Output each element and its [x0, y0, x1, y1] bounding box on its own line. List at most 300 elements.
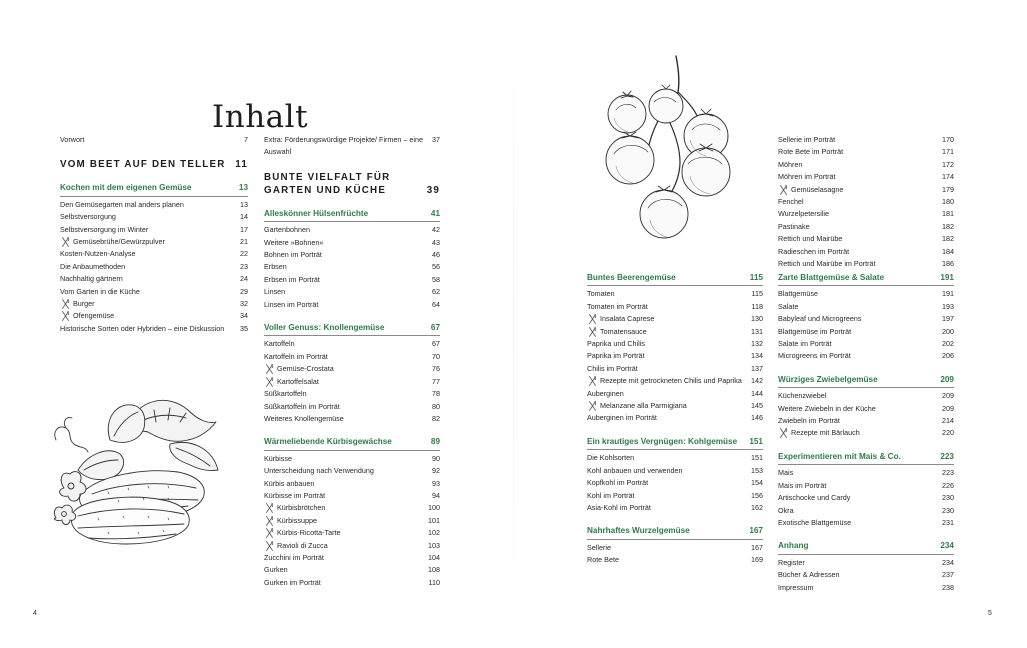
toc-entry-page: 137 [751, 363, 763, 373]
toc-entry-title: Gemüse-Crostata [277, 364, 334, 374]
toc-entry-title: Gartenbohnen [264, 225, 310, 235]
toc-entry[interactable] [60, 199, 248, 211]
toc-entry[interactable] [778, 338, 954, 350]
toc-entry[interactable] [60, 261, 248, 273]
toc-entry-page: 230 [942, 493, 954, 503]
toc-entry[interactable] [264, 261, 440, 273]
toc-entry-page: 37 [432, 135, 440, 144]
toc-entry[interactable] [264, 299, 440, 311]
toc-entry-page: 214 [942, 416, 954, 426]
toc-entry-page: 153 [751, 465, 763, 475]
knife-fork-icon [265, 503, 274, 513]
toc-entry-title: Rettich und Mairübe [778, 234, 843, 244]
toc-entry[interactable] [778, 326, 954, 338]
toc-entry-page: 78 [432, 389, 440, 399]
toc-entry-page: 231 [942, 517, 954, 527]
toc-entry[interactable] [264, 564, 440, 576]
toc-entry[interactable] [264, 453, 440, 465]
toc-recipe-entry[interactable] [264, 502, 440, 514]
toc-entry-title: Register [778, 557, 805, 567]
toc-entry[interactable] [778, 258, 954, 270]
toc-entry-page: 76 [432, 364, 440, 374]
toc-entry-page: 22 [240, 249, 248, 259]
toc-entry-page: 67 [432, 339, 440, 349]
toc-entry-page: 82 [432, 413, 440, 423]
toc-entry-page: 170 [942, 135, 954, 144]
toc-entry-title: Kohl anbauen und verwenden [587, 465, 683, 475]
toc-entry-title: Weitere Zwiebeln in der Küche [778, 403, 876, 413]
toc-entry-title: Wurzelpetersilie [778, 209, 829, 219]
toc-column-2 [264, 134, 440, 589]
toc-entry-page: 206 [942, 351, 954, 361]
toc-entry[interactable] [778, 196, 954, 208]
toc-recipe-entry[interactable] [587, 375, 763, 387]
toc-entry-page: 23 [240, 261, 248, 271]
toc-entry-title: Salate [778, 301, 799, 311]
knife-fork-icon [588, 314, 597, 324]
toc-entry[interactable] [264, 134, 440, 159]
toc-entry[interactable] [60, 273, 248, 285]
toc-entry-page: 171 [942, 147, 954, 157]
toc-entry[interactable] [264, 490, 440, 502]
toc-entry[interactable] [587, 554, 763, 566]
toc-entry-page: 151 [749, 436, 763, 446]
toc-entry[interactable] [264, 237, 440, 249]
knife-fork-icon [779, 428, 788, 438]
toc-entry-page: 169 [751, 555, 763, 565]
knife-fork-icon [265, 528, 274, 538]
toc-section-heading[interactable] [264, 208, 440, 222]
toc-entry-title: Linsen [264, 287, 286, 297]
toc-entry[interactable] [264, 249, 440, 261]
toc-entry-page: 223 [942, 468, 954, 478]
knife-fork-icon [588, 376, 597, 386]
toc-entry-page: 156 [751, 490, 763, 500]
toc-entry-page: 151 [751, 453, 763, 463]
toc-section-heading[interactable] [778, 272, 954, 286]
toc-entry-title: Bohnen im Porträt [264, 250, 322, 260]
toc-entry[interactable] [778, 582, 954, 594]
toc-entry-page: 167 [751, 542, 763, 552]
toc-entry-title: Zucchini im Porträt [264, 552, 324, 562]
toc-entry-title: Pastinake [778, 221, 810, 231]
toc-entry-title: Bücher & Adressen [778, 570, 840, 580]
toc-recipe-entry[interactable] [60, 298, 248, 310]
toc-recipe-entry[interactable] [778, 427, 954, 439]
toc-entry-title: Zarte Blattgemüse & Salate [778, 273, 885, 282]
toc-entry[interactable] [264, 577, 440, 589]
toc-entry[interactable] [60, 323, 248, 335]
toc-entry-page: 186 [942, 259, 954, 269]
toc-entry-page: 41 [430, 208, 440, 218]
toc-entry-page: 202 [942, 339, 954, 349]
toc-recipe-entry[interactable] [264, 527, 440, 539]
toc-entry[interactable] [60, 248, 248, 260]
toc-entry-page: 13 [240, 199, 248, 209]
toc-entry-title: Auberginen [587, 388, 624, 398]
toc-entry-title: Rezepte mit getrockneten Chilis und Paprika [600, 376, 742, 386]
toc-entry-page: 193 [942, 301, 954, 311]
toc-entry[interactable] [778, 415, 954, 427]
tomato-vine-illustration [594, 52, 769, 248]
toc-entry[interactable] [60, 211, 248, 223]
toc-part-heading[interactable] [264, 171, 440, 197]
toc-entry[interactable] [587, 301, 763, 313]
toc-recipe-entry[interactable] [60, 236, 248, 248]
knife-fork-icon [265, 516, 274, 526]
toc-entry-title: Kartoffelsalat [277, 376, 319, 386]
toc-entry-page: 62 [432, 287, 440, 297]
toc-entry-page: 220 [942, 428, 954, 438]
toc-entry-page: 35 [240, 323, 248, 333]
toc-recipe-entry[interactable] [587, 400, 763, 412]
toc-entry-page: 230 [942, 505, 954, 515]
toc-entry[interactable] [778, 159, 954, 171]
toc-entry[interactable] [264, 413, 440, 425]
knife-fork-icon [61, 237, 70, 247]
toc-entry-title: Gurken [264, 565, 288, 575]
toc-entry-title: Experimentieren mit Mais & Co. [778, 451, 901, 461]
toc-entry-title: Ravioli di Zucca [277, 540, 328, 550]
toc-entry-page: 13 [238, 183, 248, 193]
toc-entry-title: Radieschen im Porträt [778, 246, 850, 256]
toc-entry-title: Möhren im Porträt [778, 172, 836, 182]
toc-entry-title: Insalata Caprese [600, 314, 655, 324]
toc-entry-title: Anhang [778, 541, 809, 551]
toc-entry[interactable] [778, 208, 954, 220]
toc-entry[interactable] [778, 557, 954, 569]
toc-entry-title: Den Gemüsegarten mal anders planen [60, 199, 184, 209]
toc-entry-title: Ofengemüse [73, 311, 115, 321]
toc-entry-title: Chilis im Porträt [587, 363, 638, 373]
toc-column-1 [60, 134, 248, 335]
toc-entry-title: Burger [73, 299, 95, 309]
toc-entry-title: BUNTE VIELFALT FÜR GARTEN UND KÜCHE [264, 171, 391, 196]
toc-entry-title: Kartoffeln [264, 339, 295, 349]
toc-entry-page: 142 [751, 376, 763, 386]
toc-entry-page: 130 [751, 314, 763, 324]
toc-entry-page: 42 [432, 225, 440, 235]
toc-entry-page: 200 [942, 326, 954, 336]
toc-entry-page: 234 [940, 541, 954, 551]
toc-entry-title: Rettich und Mairübe im Porträt [778, 259, 876, 269]
toc-entry[interactable] [778, 480, 954, 492]
toc-entry-page: 100 [428, 503, 440, 513]
knife-fork-icon [779, 185, 788, 195]
toc-part-heading[interactable] [60, 158, 248, 171]
toc-entry[interactable] [778, 467, 954, 479]
toc-entry-page: 46 [432, 250, 440, 260]
knife-fork-icon [265, 541, 274, 551]
toc-entry-title: Rote Bete im Porträt [778, 147, 844, 157]
toc-entry-title: Kürbisbrötchen [277, 503, 326, 513]
toc-entry-title: Rote Bete [587, 555, 619, 565]
toc-entry-title: Mais im Porträt [778, 480, 827, 490]
toc-entry-page: 34 [240, 311, 248, 321]
toc-entry[interactable] [778, 146, 954, 158]
toc-entry-title: Historische Sorten oder Hybriden – eine Diskussion [60, 323, 225, 333]
toc-entry-page: 17 [240, 224, 248, 234]
toc-entry-title: Tomaten im Porträt [587, 301, 648, 311]
toc-entry-title: Kürbis anbauen [264, 478, 315, 488]
toc-entry-page: 64 [432, 299, 440, 309]
toc-entry-title: Tomaten [587, 289, 615, 299]
toc-entry[interactable] [778, 517, 954, 529]
knife-fork-icon [588, 327, 597, 337]
toc-entry-title: Wärmeliebende Kürbisgewächse [264, 437, 392, 447]
toc-section-heading[interactable] [264, 436, 440, 450]
toc-entry-page: 58 [432, 274, 440, 284]
toc-entry-title: Impressum [778, 582, 814, 592]
toc-entry-page: 90 [432, 453, 440, 463]
toc-entry-title: Würziges Zwiebelgemüse [778, 374, 878, 384]
toc-entry-page: 209 [942, 403, 954, 413]
toc-entry-title: Kürbisse im Porträt [264, 490, 326, 500]
toc-entry-title: Weiteres Knollengemüse [264, 413, 344, 423]
toc-section-heading[interactable] [778, 540, 954, 554]
toc-entry-page: 131 [751, 326, 763, 336]
toc-entry-title: Gurken im Porträt [264, 577, 321, 587]
toc-entry-page: 43 [432, 237, 440, 247]
toc-entry-title: Alleskönner Hülsenfrüchte [264, 208, 369, 218]
toc-entry-title: Artischocke und Cardy [778, 493, 851, 503]
toc-entry[interactable] [60, 286, 248, 298]
toc-entry[interactable] [264, 388, 440, 400]
toc-entry-title: Blattgemüse im Porträt [778, 326, 852, 336]
toc-entry-page: 209 [940, 374, 954, 384]
toc-entry-title: Süßkartoffeln im Porträt [264, 401, 340, 411]
toc-entry[interactable] [587, 452, 763, 464]
toc-entry-page: 181 [942, 209, 954, 219]
toc-entry-page: 115 [751, 289, 763, 299]
toc-entry[interactable] [587, 363, 763, 375]
toc-entry-page: 92 [432, 466, 440, 476]
toc-entry-title: Erbsen [264, 262, 287, 272]
toc-entry-page: 234 [942, 557, 954, 567]
toc-recipe-entry[interactable] [264, 376, 440, 388]
toc-entry-title: Nachhaltig gärtnern [60, 274, 123, 284]
toc-entry[interactable] [264, 351, 440, 363]
toc-section-heading[interactable] [778, 374, 954, 388]
toc-entry-page: 104 [428, 552, 440, 562]
toc-entry[interactable] [587, 338, 763, 350]
toc-column-4-top [778, 134, 954, 270]
toc-entry-title: Kürbissuppe [277, 515, 317, 525]
toc-entry[interactable] [587, 412, 763, 424]
toc-entry[interactable] [264, 224, 440, 236]
toc-entry-title: Babyleaf und Microgreens [778, 314, 862, 324]
toc-entry-page: 197 [942, 314, 954, 324]
toc-entry-page: 11 [235, 159, 248, 171]
toc-entry-title: Nahrhaftes Wurzelgemüse [587, 526, 690, 536]
toc-section-heading[interactable] [587, 525, 763, 539]
toc-section-heading[interactable] [778, 451, 954, 465]
toc-entry[interactable] [587, 477, 763, 489]
toc-entry[interactable] [587, 502, 763, 514]
toc-recipe-entry[interactable] [587, 326, 763, 338]
toc-entry-title: VOM BEET AUF DEN TELLER [60, 159, 226, 171]
toc-entry-page: 191 [940, 273, 954, 282]
toc-entry-page: 21 [240, 237, 248, 247]
toc-recipe-entry[interactable] [587, 313, 763, 325]
toc-entry-page: 102 [428, 528, 440, 538]
toc-entry[interactable] [587, 388, 763, 400]
toc-entry-title: Mais [778, 468, 794, 478]
toc-entry[interactable] [264, 274, 440, 286]
toc-entry-page: 182 [942, 221, 954, 231]
toc-entry-title: Auberginen im Porträt [587, 413, 657, 423]
toc-entry-title: Rezepte mit Bärlauch [791, 428, 860, 438]
toc-recipe-entry[interactable] [778, 184, 954, 196]
toc-entry-page: 56 [432, 262, 440, 272]
toc-entry-title: Unterscheidung nach Verwendung [264, 466, 374, 476]
knife-fork-icon [265, 377, 274, 387]
toc-recipe-entry[interactable] [264, 540, 440, 552]
toc-entry-title: Vom Garten in die Küche [60, 286, 140, 296]
toc-entry-title: Kohl im Porträt [587, 490, 635, 500]
toc-entry-page: 14 [240, 212, 248, 222]
toc-entry[interactable] [778, 233, 954, 245]
knife-fork-icon [61, 311, 70, 321]
toc-entry-title: Die Anbaumethoden [60, 261, 126, 271]
toc-entry[interactable] [778, 569, 954, 581]
toc-entry-page: 238 [942, 582, 954, 592]
toc-entry[interactable] [264, 338, 440, 350]
toc-section-heading[interactable] [60, 182, 248, 196]
toc-entry-page: 77 [432, 376, 440, 386]
knife-fork-icon [265, 364, 274, 374]
toc-entry-page: 237 [942, 570, 954, 580]
toc-entry-title: Weitere »Bohnen« [264, 237, 324, 247]
toc-entry[interactable] [264, 465, 440, 477]
toc-entry-title: Sellerie [587, 542, 611, 552]
toc-entry-page: 101 [428, 515, 440, 525]
toc-entry[interactable] [587, 465, 763, 477]
toc-entry-page: 132 [751, 339, 763, 349]
toc-entry-page: 191 [942, 289, 954, 299]
toc-entry[interactable] [264, 286, 440, 298]
page-gutter [513, 0, 514, 648]
toc-entry[interactable] [778, 301, 954, 313]
toc-entry[interactable] [587, 490, 763, 502]
toc-entry[interactable] [264, 401, 440, 413]
toc-entry[interactable] [60, 224, 248, 236]
toc-entry[interactable] [778, 246, 954, 258]
toc-entry-page: 110 [428, 577, 440, 587]
cucumber-plant-illustration [48, 388, 223, 563]
toc-entry-page: 180 [942, 197, 954, 207]
toc-entry-title: Extra: Förderungswürdige Projekte/ Firmen – eine Auswahl [264, 135, 423, 157]
toc-entry-title: Salate im Porträt [778, 339, 832, 349]
toc-entry-page: 146 [751, 413, 763, 423]
toc-entry[interactable] [778, 505, 954, 517]
toc-entry-title: Okra [778, 505, 794, 515]
toc-entry[interactable] [778, 134, 954, 146]
toc-entry-title: Süßkartoffeln [264, 389, 307, 399]
toc-entry-title: Möhren [778, 159, 803, 169]
toc-entry[interactable] [778, 221, 954, 233]
toc-entry[interactable] [778, 288, 954, 300]
toc-entry-page: 80 [432, 401, 440, 411]
toc-entry-page: 67 [430, 323, 440, 333]
toc-entry-title: Buntes Beerengemüse [587, 273, 676, 282]
toc-recipe-entry[interactable] [264, 515, 440, 527]
toc-entry-page: 94 [432, 490, 440, 500]
toc-entry-title: Erbsen im Porträt [264, 274, 320, 284]
toc-entry-page: 39 [426, 184, 440, 196]
toc-section-heading[interactable] [264, 322, 440, 336]
toc-entry-page: 182 [942, 234, 954, 244]
toc-entry-title: Die Kohlsorten [587, 453, 635, 463]
toc-entry[interactable] [778, 350, 954, 362]
toc-entry-page: 174 [942, 172, 954, 182]
toc-entry-title: Melanzane alla Parmigiana [600, 401, 687, 411]
toc-column-4-bottom [778, 272, 954, 594]
toc-entry-page: 145 [751, 401, 763, 411]
page-number-right: 5 [988, 610, 992, 617]
toc-entry-title: Paprika im Porträt [587, 351, 645, 361]
toc-entry-title: Kürbisse [264, 453, 292, 463]
toc-entry-page: 162 [751, 502, 763, 512]
toc-entry[interactable] [778, 171, 954, 183]
page-number-left: 4 [33, 610, 37, 617]
toc-entry-page: 118 [751, 301, 763, 311]
toc-entry-page: 103 [428, 540, 440, 550]
toc-entry[interactable] [264, 552, 440, 564]
toc-entry[interactable] [778, 313, 954, 325]
toc-entry-title: Küchenzwiebel [778, 391, 827, 401]
toc-section-heading[interactable] [587, 436, 763, 450]
toc-entry-title: Zwiebeln im Porträt [778, 416, 840, 426]
toc-section-heading[interactable] [587, 272, 763, 286]
toc-entry-title: Voller Genuss: Knollengemüse [264, 323, 385, 333]
toc-entry-page: 93 [432, 478, 440, 488]
toc-entry-title: Paprika und Chilis [587, 339, 645, 349]
toc-entry[interactable] [264, 478, 440, 490]
toc-entry-page: 24 [240, 274, 248, 284]
toc-entry-title: Kochen mit dem eigenen Gemüse [60, 183, 192, 193]
knife-fork-icon [588, 401, 597, 411]
toc-entry-page: 89 [430, 437, 440, 447]
toc-entry[interactable] [587, 350, 763, 362]
toc-entry[interactable] [778, 403, 954, 415]
toc-recipe-entry[interactable] [264, 363, 440, 375]
toc-entry-page: 108 [428, 565, 440, 575]
toc-entry-title: Selbstversorgung im Winter [60, 224, 149, 234]
toc-entry-title: Kürbis-Ricotta-Tarte [277, 528, 341, 538]
toc-entry[interactable] [778, 492, 954, 504]
toc-entry[interactable] [587, 288, 763, 300]
toc-entry-title: Blattgemüse [778, 289, 818, 299]
toc-entry-page: 29 [240, 286, 248, 296]
toc-entry-page: 179 [942, 184, 954, 194]
toc-entry-page: 209 [942, 391, 954, 401]
toc-entry[interactable] [778, 390, 954, 402]
toc-entry-page: 154 [751, 478, 763, 488]
toc-entry-title: Vorwort [60, 135, 85, 144]
toc-entry-page: 223 [940, 451, 954, 461]
knife-fork-icon [61, 299, 70, 309]
toc-entry-page: 184 [942, 246, 954, 256]
toc-entry[interactable] [587, 542, 763, 554]
toc-entry-title: Sellerie im Porträt [778, 135, 836, 144]
toc-entry-title: Kartoffeln im Porträt [264, 351, 328, 361]
toc-entry-title: Exotische Blattgemüse [778, 517, 852, 527]
toc-recipe-entry[interactable] [60, 310, 248, 322]
toc-entry-page: 70 [432, 351, 440, 361]
toc-entry[interactable] [60, 134, 248, 146]
page-title: Inhalt [212, 98, 309, 135]
